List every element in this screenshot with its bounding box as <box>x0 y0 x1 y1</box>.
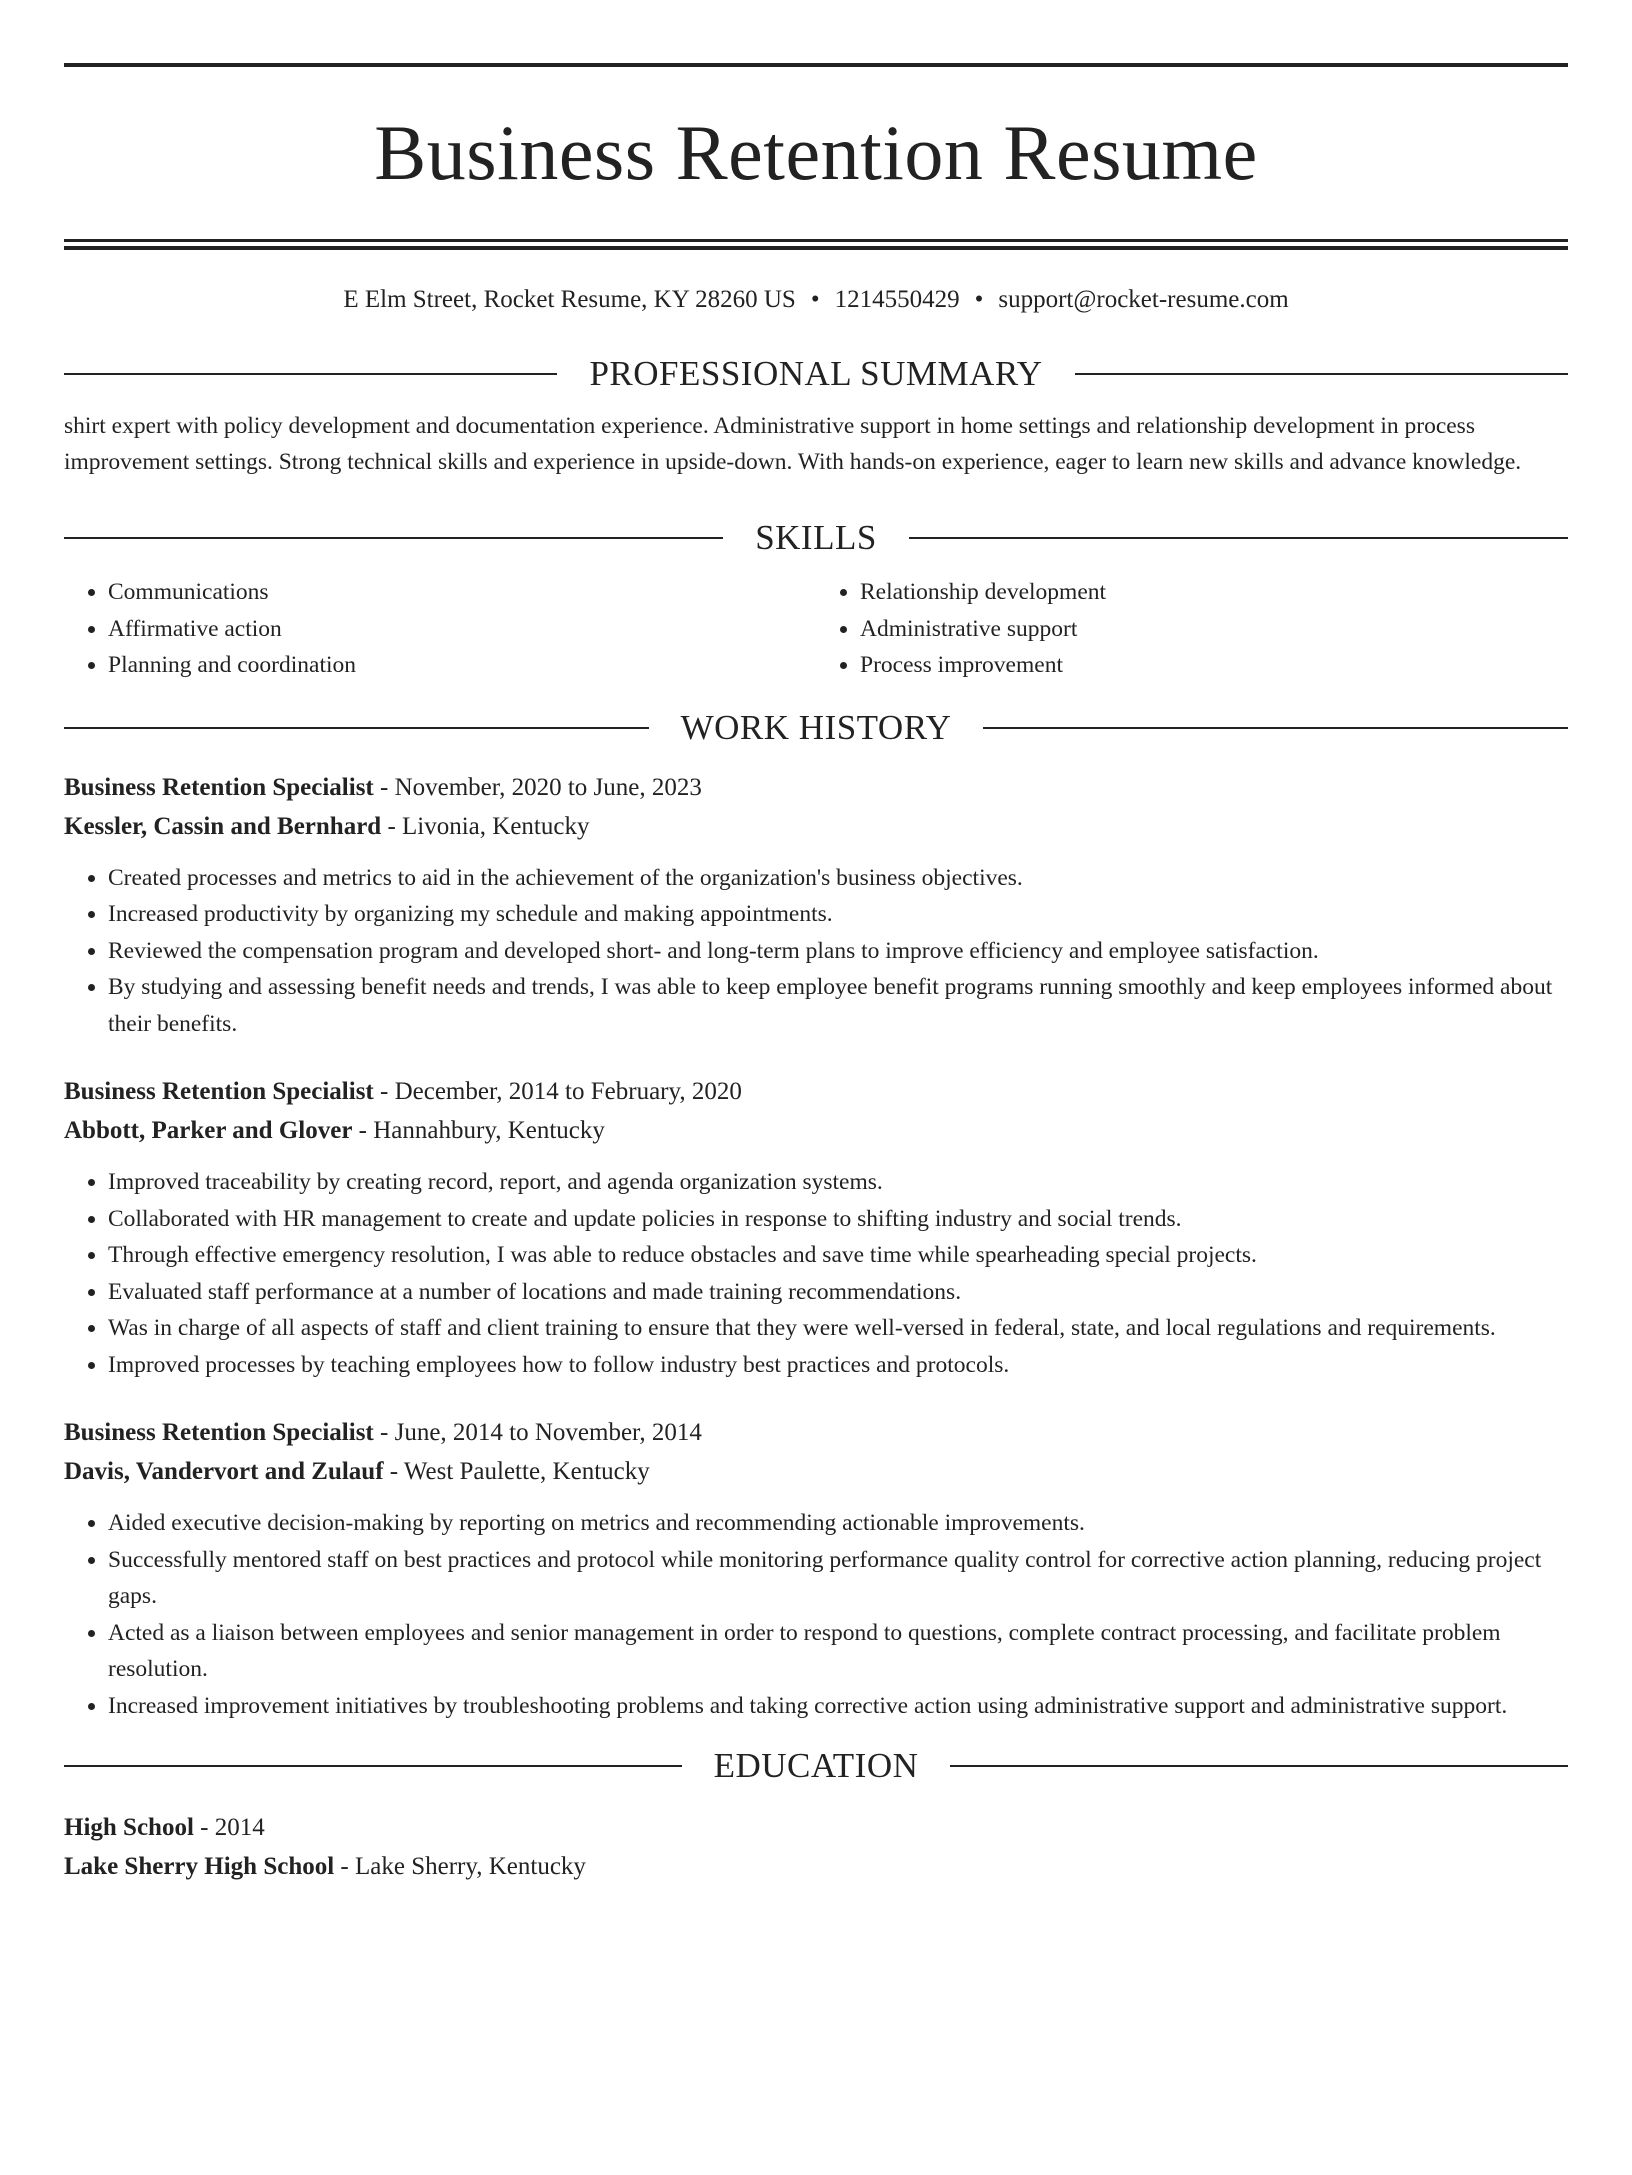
skills-heading <box>64 516 1568 560</box>
job-bullet: • Evaluated staff performance at a number of locations and made training recommendations. <box>108 1274 1568 1311</box>
job-company-line <box>64 807 1568 846</box>
contact-phone: 1214550429 <box>834 286 960 313</box>
job-dates: - December, 2014 to February, 2020 <box>373 1078 742 1105</box>
job-entry <box>64 1413 1568 1724</box>
job-bullet: • Increased improvement initiatives by troubleshooting problems and taking corrective action using administrative support and administrative support. <box>108 1688 1568 1725</box>
job-company-line <box>64 1452 1568 1491</box>
education-year: - 2014 <box>193 1814 265 1841</box>
heading-rule <box>950 1765 1568 1767</box>
job-bullet: • Improved traceability by creating record, report, and agenda organization systems. <box>108 1164 1568 1201</box>
education-heading <box>64 1744 1568 1788</box>
job-bullet: • Acted as a liaison between employees and senior management in order to respond to questions, complete contract processing, and facilitate problem resolution. <box>108 1615 1568 1688</box>
skill-item: • Relationship development <box>860 574 1568 611</box>
contact-separator: • <box>974 286 984 313</box>
top-rule <box>64 63 1568 67</box>
skills-heading-text: SKILLS <box>755 518 877 557</box>
heading-rule <box>909 537 1568 539</box>
job-title-line <box>64 1072 1568 1111</box>
job-company: Kessler, Cassin and Bernhard <box>64 812 382 840</box>
job-bullets <box>64 860 1568 1043</box>
work-heading <box>64 706 1568 750</box>
job-location: - West Paulette, Kentucky <box>383 1458 650 1485</box>
education-degree: High School <box>64 1814 194 1841</box>
job-bullet: • By studying and assessing benefit needs and trends, I was able to keep employee benefit programs running smoothly and keep employees informed about their benefits. <box>108 969 1568 1042</box>
job-location: - Livonia, Kentucky <box>381 812 590 840</box>
work-heading-text: WORK HISTORY <box>680 707 952 747</box>
job-bullet: • Collaborated with HR management to create and update policies in response to shifting industry and social trends. <box>108 1201 1568 1238</box>
skills-column-right <box>816 574 1568 684</box>
job-bullets <box>64 1505 1568 1724</box>
education-degree-line <box>64 1808 1568 1847</box>
heading-rule <box>64 727 649 729</box>
job-company: Davis, Vandervort and Zulauf <box>64 1458 384 1485</box>
education-entry <box>64 1808 1568 1886</box>
contact-email: support@rocket-resume.com <box>998 286 1289 313</box>
skill-item: • Administrative support <box>860 611 1568 648</box>
skills-list <box>64 574 1568 684</box>
contact-separator: • <box>810 286 820 313</box>
job-company: Abbott, Parker and Glover <box>64 1117 353 1144</box>
job-title: Business Retention Specialist <box>64 1419 374 1446</box>
job-bullet: • Improved processes by teaching employees how to follow industry best practices and protocols. <box>108 1347 1568 1384</box>
job-title-line <box>64 1413 1568 1452</box>
skills-column-left <box>64 574 816 684</box>
job-bullet: • Reviewed the compensation program and developed short- and long-term plans to improve efficiency and employee satisfaction. <box>108 933 1568 970</box>
skill-item: • Affirmative action <box>108 611 816 648</box>
contact-address: E Elm Street, Rocket Resume, KY 28260 US <box>343 286 796 313</box>
heading-rule <box>64 537 723 539</box>
job-entry <box>64 1072 1568 1383</box>
job-dates: - November, 2020 to June, 2023 <box>373 773 702 801</box>
job-bullet: • Successfully mentored staff on best practices and protocol while monitoring performance quality control for corrective action planning, reducing project gaps. <box>108 1542 1568 1615</box>
heading-rule <box>1075 373 1568 375</box>
job-bullet: • Increased productivity by organizing my schedule and making appointments. <box>108 896 1568 933</box>
heading-rule <box>64 373 557 375</box>
job-dates: - June, 2014 to November, 2014 <box>373 1419 702 1446</box>
job-title: Business Retention Specialist <box>64 1078 374 1105</box>
summary-heading-text: PROFESSIONAL SUMMARY <box>589 354 1043 393</box>
job-title: Business Retention Specialist <box>64 773 374 801</box>
job-bullet: • Through effective emergency resolution, I was able to reduce obstacles and save time while spearheading special projects. <box>108 1237 1568 1274</box>
education-location: - Lake Sherry, Kentucky <box>334 1853 586 1880</box>
job-title-line <box>64 768 1568 807</box>
education-school: Lake Sherry High School <box>64 1853 335 1880</box>
contact-line <box>64 284 1568 316</box>
job-bullet: • Aided executive decision-making by reporting on metrics and recommending actionable improvements. <box>108 1505 1568 1542</box>
job-bullet: • Was in charge of all aspects of staff and client training to ensure that they were well-versed in federal, state, and local regulations and requirements. <box>108 1310 1568 1347</box>
resume-page <box>0 63 1632 2175</box>
skill-item: • Planning and coordination <box>108 647 816 684</box>
resume-title: Business Retention Resume <box>374 109 1258 196</box>
heading-rule <box>983 727 1568 729</box>
education-school-line <box>64 1847 1568 1886</box>
job-bullets <box>64 1164 1568 1383</box>
title-double-rule <box>64 239 1568 250</box>
summary-text: shirt expert with policy development and documentation experience. Administrative support in home settings and relationship development in process improvement settings. Strong technical skills and experience in upside-down. With hands-on experience, eager to learn new skills and advance knowledge. <box>64 413 1522 475</box>
skill-item: • Process improvement <box>860 647 1568 684</box>
job-entry <box>64 768 1568 1043</box>
summary-heading <box>64 352 1568 396</box>
heading-rule <box>64 1765 682 1767</box>
job-company-line <box>64 1111 1568 1150</box>
job-bullet: • Created processes and metrics to aid in the achievement of the organization's business objectives. <box>108 860 1568 897</box>
skill-item: • Communications <box>108 574 816 611</box>
education-heading-text: EDUCATION <box>713 1746 919 1785</box>
job-location: - Hannahbury, Kentucky <box>352 1117 605 1144</box>
